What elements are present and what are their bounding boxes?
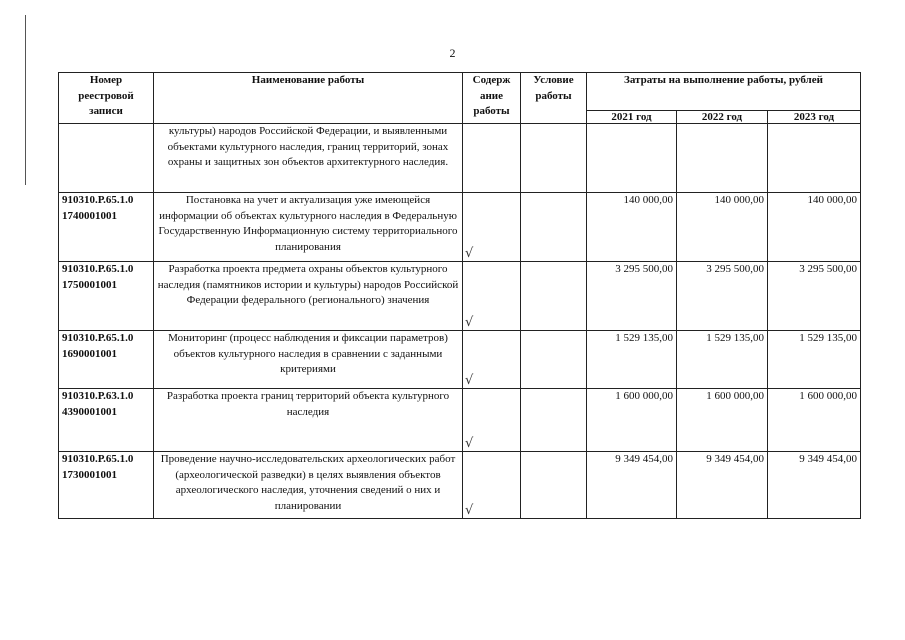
cost-2023 xyxy=(768,124,861,193)
work-condition xyxy=(521,262,587,331)
work-condition xyxy=(521,331,587,389)
work-content xyxy=(463,331,521,389)
cost-2022 xyxy=(677,124,768,193)
registry-code: 910310.Р.65.1.0 1730001001 xyxy=(59,452,154,519)
page-number: 2 xyxy=(449,46,456,60)
header-content: Содерж ание работы xyxy=(463,73,521,124)
cost-2023: 9 349 454,00 xyxy=(768,452,861,519)
header-name: Наименование работы xyxy=(154,73,463,124)
work-name: Проведение научно-исследовательских археологических работ (археологической разведки) в целях выявления объектов археологического наследия, уточнения сведений о них и планировании xyxy=(154,452,463,519)
header-costs: Затраты на выполнение работы, рублей xyxy=(587,73,861,111)
work-name: Постановка на учет и актуализация уже имеющейся информации об объектах культурного наследия в Федеральную Государственную Информационную систему территориального планирования xyxy=(154,193,463,262)
table-row xyxy=(59,193,861,262)
work-name: Мониторинг (процесс наблюдения и фиксации параметров) объектов культурного наследия в сравнении с заданными критериями xyxy=(154,331,463,389)
checkmark-icon: √ xyxy=(465,503,474,518)
cost-2023: 140 000,00 xyxy=(768,193,861,262)
cost-2021 xyxy=(587,124,677,193)
cost-2022: 9 349 454,00 xyxy=(677,452,768,519)
work-name: Разработка проекта предмета охраны объектов культурного наследия (памятников истории и культуры) народов Российской Федерации федерального (регионального) значения xyxy=(154,262,463,331)
checkmark-icon: √ xyxy=(465,373,474,388)
cost-2021: 3 295 500,00 xyxy=(587,262,677,331)
registry-code: 910310.Р.63.1.0 4390001001 xyxy=(59,389,154,452)
table-row xyxy=(59,452,861,519)
work-condition xyxy=(521,124,587,193)
work-name: Разработка проекта границ территорий объекта культурного наследия xyxy=(154,389,463,452)
header-condition: Условие работы xyxy=(521,73,587,124)
cost-2023: 3 295 500,00 xyxy=(768,262,861,331)
registry-code: 910310.Р.65.1.0 1750001001 xyxy=(59,262,154,331)
header-code: Номер реестровой записи xyxy=(59,73,154,124)
registry-table xyxy=(58,72,861,519)
header-year-2021: 2021 год xyxy=(587,111,677,124)
work-content xyxy=(463,262,521,331)
table-row xyxy=(59,331,861,389)
registry-code xyxy=(59,124,154,193)
cost-2023: 1 600 000,00 xyxy=(768,389,861,452)
work-content xyxy=(463,124,521,193)
cost-2021: 1 600 000,00 xyxy=(587,389,677,452)
work-content xyxy=(463,452,521,519)
work-content xyxy=(463,389,521,452)
work-content xyxy=(463,193,521,262)
work-condition xyxy=(521,193,587,262)
cost-2021: 9 349 454,00 xyxy=(587,452,677,519)
cost-2022: 140 000,00 xyxy=(677,193,768,262)
cost-2022: 3 295 500,00 xyxy=(677,262,768,331)
table-row xyxy=(59,262,861,331)
cost-2021: 140 000,00 xyxy=(587,193,677,262)
scan-margin-line xyxy=(25,15,26,185)
registry-code: 910310.Р.65.1.0 1690001001 xyxy=(59,331,154,389)
cost-2021: 1 529 135,00 xyxy=(587,331,677,389)
cost-2023: 1 529 135,00 xyxy=(768,331,861,389)
checkmark-icon: √ xyxy=(465,315,474,330)
work-condition xyxy=(521,389,587,452)
table-row xyxy=(59,389,861,452)
table-row xyxy=(59,124,861,193)
cost-2022: 1 529 135,00 xyxy=(677,331,768,389)
checkmark-icon: √ xyxy=(465,436,474,451)
header-year-2022: 2022 год xyxy=(677,111,768,124)
checkmark-icon: √ xyxy=(465,246,474,261)
work-name: культуры) народов Российской Федерации, и выявленными объектами культурного наследия, границ территорий, зонах охраны и защитных зон объектов архитектурного наследия. xyxy=(154,124,463,193)
work-condition xyxy=(521,452,587,519)
header-year-2023: 2023 год xyxy=(768,111,861,124)
cost-2022: 1 600 000,00 xyxy=(677,389,768,452)
registry-code: 910310.Р.65.1.0 1740001001 xyxy=(59,193,154,262)
